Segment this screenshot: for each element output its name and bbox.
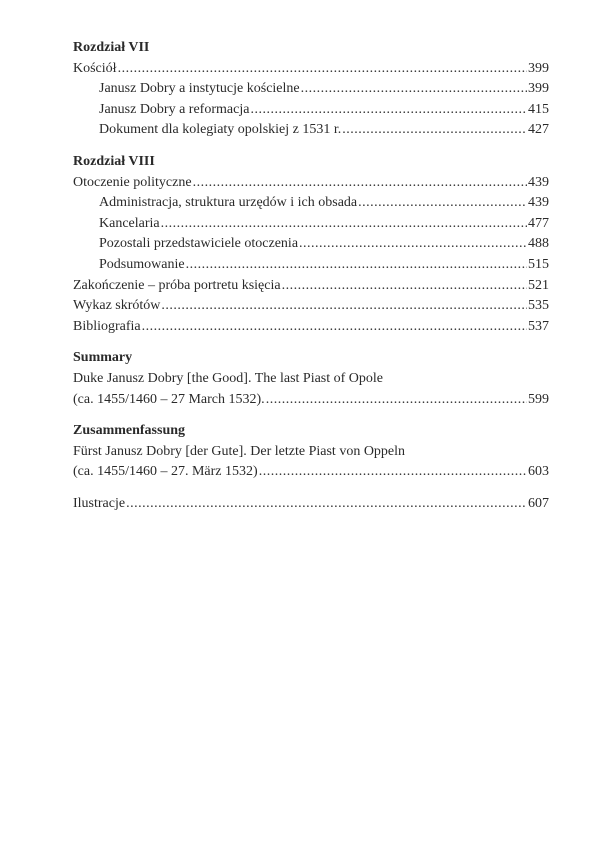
toc-entry-zakonczenie[interactable] [73, 276, 549, 297]
toc-entry-page: 521 [528, 277, 549, 293]
toc-entry-title: Otoczenie polityczne [73, 174, 192, 190]
toc-entry-bibliografia[interactable] [73, 317, 549, 338]
summary-heading: Summary [73, 350, 133, 366]
dot-leader [186, 255, 527, 276]
dot-leader [299, 234, 527, 255]
dot-leader [342, 120, 527, 141]
dot-leader [142, 317, 527, 338]
toc-entry-page: 537 [528, 318, 549, 334]
dot-leader [301, 79, 527, 100]
toc-entry-reformacja[interactable] [73, 100, 549, 121]
toc-entry-title: (ca. 1455/1460 – 27 March 1532). [73, 391, 265, 407]
toc-entry-title: Janusz Dobry a instytucje kościelne [99, 81, 300, 97]
toc-entry-title: Kościół [73, 60, 117, 76]
toc-entry-page: 488 [528, 236, 549, 252]
dot-leader [118, 59, 527, 80]
toc-entry-page: 415 [528, 101, 549, 117]
summary-title-line: Duke Janusz Dobry [the Good]. The last Piast of Opole [73, 370, 384, 386]
dot-leader [282, 276, 527, 297]
table-of-contents [73, 38, 549, 514]
toc-entry-otoczenie[interactable] [73, 173, 549, 194]
zusammenfassung-title-line: Fürst Janusz Dobry [der Gute]. Der letzte Piast von Oppeln [73, 443, 406, 459]
toc-entry-title: Dokument dla kolegiaty opolskiej z 1531 r. [99, 122, 342, 138]
toc-entry-title: (ca. 1455/1460 – 27. März 1532) [73, 464, 258, 480]
toc-entry-page: 439 [528, 195, 549, 211]
chapter-8-heading: Rozdział VIII [73, 153, 155, 169]
toc-entry-title: Ilustracje [73, 495, 126, 511]
toc-entry-page: 477 [528, 215, 549, 231]
toc-entry-podsumowanie[interactable] [73, 255, 549, 276]
dot-leader [193, 173, 527, 194]
toc-entry-kosciol[interactable] [73, 59, 549, 80]
toc-entry-page: 515 [528, 256, 549, 272]
toc-entry-dokument[interactable] [73, 120, 549, 141]
toc-entry-kancelaria[interactable] [73, 214, 549, 235]
zusammenfassung-heading: Zusammenfassung [73, 423, 186, 439]
toc-entry-zusammenfassung[interactable] [73, 462, 549, 483]
toc-entry-ilustracje[interactable] [73, 494, 549, 515]
dot-leader [161, 296, 527, 317]
toc-entry-administracja[interactable] [73, 193, 549, 214]
toc-entry-title: Kancelaria [99, 215, 160, 231]
chapter-7-heading: Rozdział VII [73, 40, 150, 55]
dot-leader [266, 390, 527, 411]
toc-entry-page: 603 [528, 464, 549, 480]
dot-leader [250, 100, 527, 121]
toc-entry-page: 399 [528, 81, 549, 97]
toc-entry-title: Pozostali przedstawiciele otoczenia [99, 236, 299, 252]
toc-entry-page: 599 [528, 391, 549, 407]
toc-entry-instytucje[interactable] [73, 79, 549, 100]
toc-entry-page: 399 [528, 60, 549, 76]
toc-entry-title: Zakończenie – próba portretu księcia [73, 277, 281, 293]
toc-entry-page: 535 [528, 298, 549, 314]
toc-entry-page: 607 [528, 495, 549, 511]
toc-entry-title: Janusz Dobry a reformacja [99, 101, 250, 117]
toc-entry-pozostali[interactable] [73, 234, 549, 255]
toc-entry-wykaz-skrotow[interactable] [73, 296, 549, 317]
toc-entry-page: 427 [528, 122, 549, 138]
toc-entry-summary[interactable] [73, 390, 549, 411]
dot-leader [358, 193, 527, 214]
toc-entry-title: Podsumowanie [99, 256, 185, 272]
toc-entry-title: Administracja, struktura urzędów i ich obsada [99, 195, 358, 211]
toc-entry-title: Bibliografia [73, 318, 141, 334]
dot-leader [259, 462, 527, 483]
dot-leader [161, 214, 527, 235]
dot-leader [126, 494, 527, 515]
toc-entry-page: 439 [528, 174, 549, 190]
toc-entry-title: Wykaz skrótów [73, 298, 161, 314]
